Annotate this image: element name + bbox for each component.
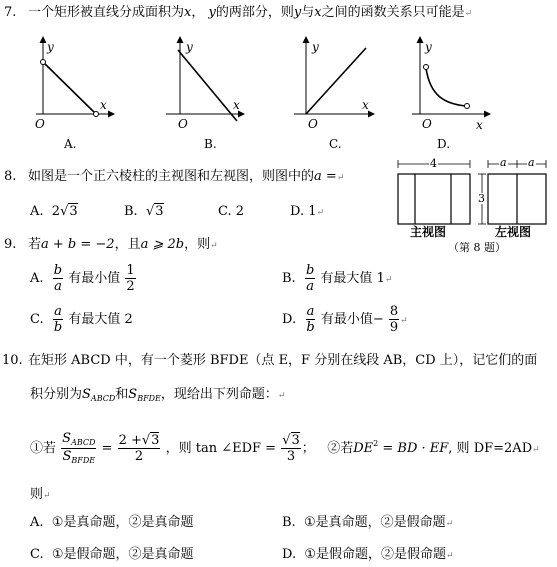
q10-option-d: D. ①是假命题，②是假命题↵	[282, 547, 454, 562]
q10-number: 10.	[2, 353, 23, 368]
q7a-open-point-right	[94, 112, 99, 117]
q8-front-height-label: 3	[478, 192, 485, 205]
q10-line2: 积分别为$S_{ABCD}$和$S_{BFDE}$，现给出下列命题：↵	[30, 387, 286, 403]
q8-stem: 如图是一个正六棱柱的主视图和左视图，则图中的a =↵	[28, 169, 345, 184]
q7-graph-d	[412, 37, 490, 114]
q7-option-c: C.	[329, 137, 342, 151]
q7b-x-label: x	[233, 98, 240, 112]
q8-side-a-label-2: a	[528, 156, 535, 169]
q8-option-d: D. 1↵	[290, 204, 325, 219]
q9-option-b: B. $\frac{b}{a}$ 有最大值 1↵	[282, 263, 393, 294]
q8-side-a-label-1: a	[500, 156, 507, 169]
q7-option-d: D.	[437, 137, 451, 151]
q10-then: 则↵	[30, 487, 51, 502]
q7d-y-label: y	[425, 40, 432, 54]
q10-option-b: B. ①是真命题，②是假命题↵	[282, 515, 454, 530]
q7-option-a: A.	[64, 137, 77, 151]
q7a-origin-label: O	[35, 117, 45, 131]
q8-side-caption: 左视图	[495, 225, 532, 239]
q7c-origin-label: O	[308, 117, 318, 131]
q8-option-c: C. 2	[218, 204, 245, 219]
q7c-x-label: x	[362, 98, 369, 112]
q7-number: 7.	[4, 5, 17, 20]
q7c-y-label: y	[312, 40, 319, 54]
q7-option-b: B.	[204, 137, 217, 151]
q7a-open-point-top	[41, 60, 46, 65]
q7-stem: 一个矩形被直线分成面积为x， y的两部分，则y与x之间的函数关系只可能是↵	[28, 5, 473, 20]
q8-figure	[398, 157, 546, 224]
q9-option-c: C. $\frac{a}{b}$ 有最大值 2	[30, 304, 133, 335]
q8-figure-caption: （第 8 题）	[448, 241, 506, 254]
q7a-x-label: x	[100, 98, 107, 112]
q9-stem: 若a + b = −2，且a ⩾ 2b，则↵	[28, 237, 218, 252]
q10-line1: 在矩形 ABCD 中，有一个菱形 BFDE（点 E，F 分别在线段 AB，CD 上），记它们的面	[28, 353, 538, 368]
q8-front-caption: 主视图	[410, 225, 447, 239]
q10-option-a: A. ①是真命题，②是真命题	[30, 515, 194, 530]
q8-option-a: A. 2√3	[30, 204, 78, 219]
q8-option-b: B. √3	[124, 204, 164, 219]
q7d-x-label: x	[476, 118, 483, 132]
q7b-y-label: y	[186, 40, 193, 54]
q7d-origin-label: O	[422, 117, 432, 131]
q7b-origin-label: O	[178, 117, 188, 131]
q7a-y-label: y	[47, 40, 54, 54]
q8-number: 8.	[4, 169, 17, 184]
q10-propositions: ①若 $\frac{S_{ABCD}}{S_{BFDE}}$ = $\frac{2 +√3}{2}$ ，则 tan ∠EDF = $\frac{√3}{3}$ ； ②若$DE^2$ = BD · EF, 则 DF=2AD↵	[30, 431, 540, 465]
q9-option-a: A. $\frac{b}{a}$ 有最小值 $\frac{1}{2}$	[30, 263, 135, 294]
q7d-open-point-top	[424, 65, 429, 70]
q8-front-width-label: 4	[430, 157, 437, 170]
q10-option-c: C. ①是假命题，②是真命题	[30, 547, 194, 562]
q9-option-d: D. $\frac{a}{b}$ 有最小值− $\frac{8}{9}$ ↵	[282, 304, 408, 335]
q9-number: 9.	[4, 237, 17, 252]
q7d-open-point-right	[465, 104, 470, 109]
